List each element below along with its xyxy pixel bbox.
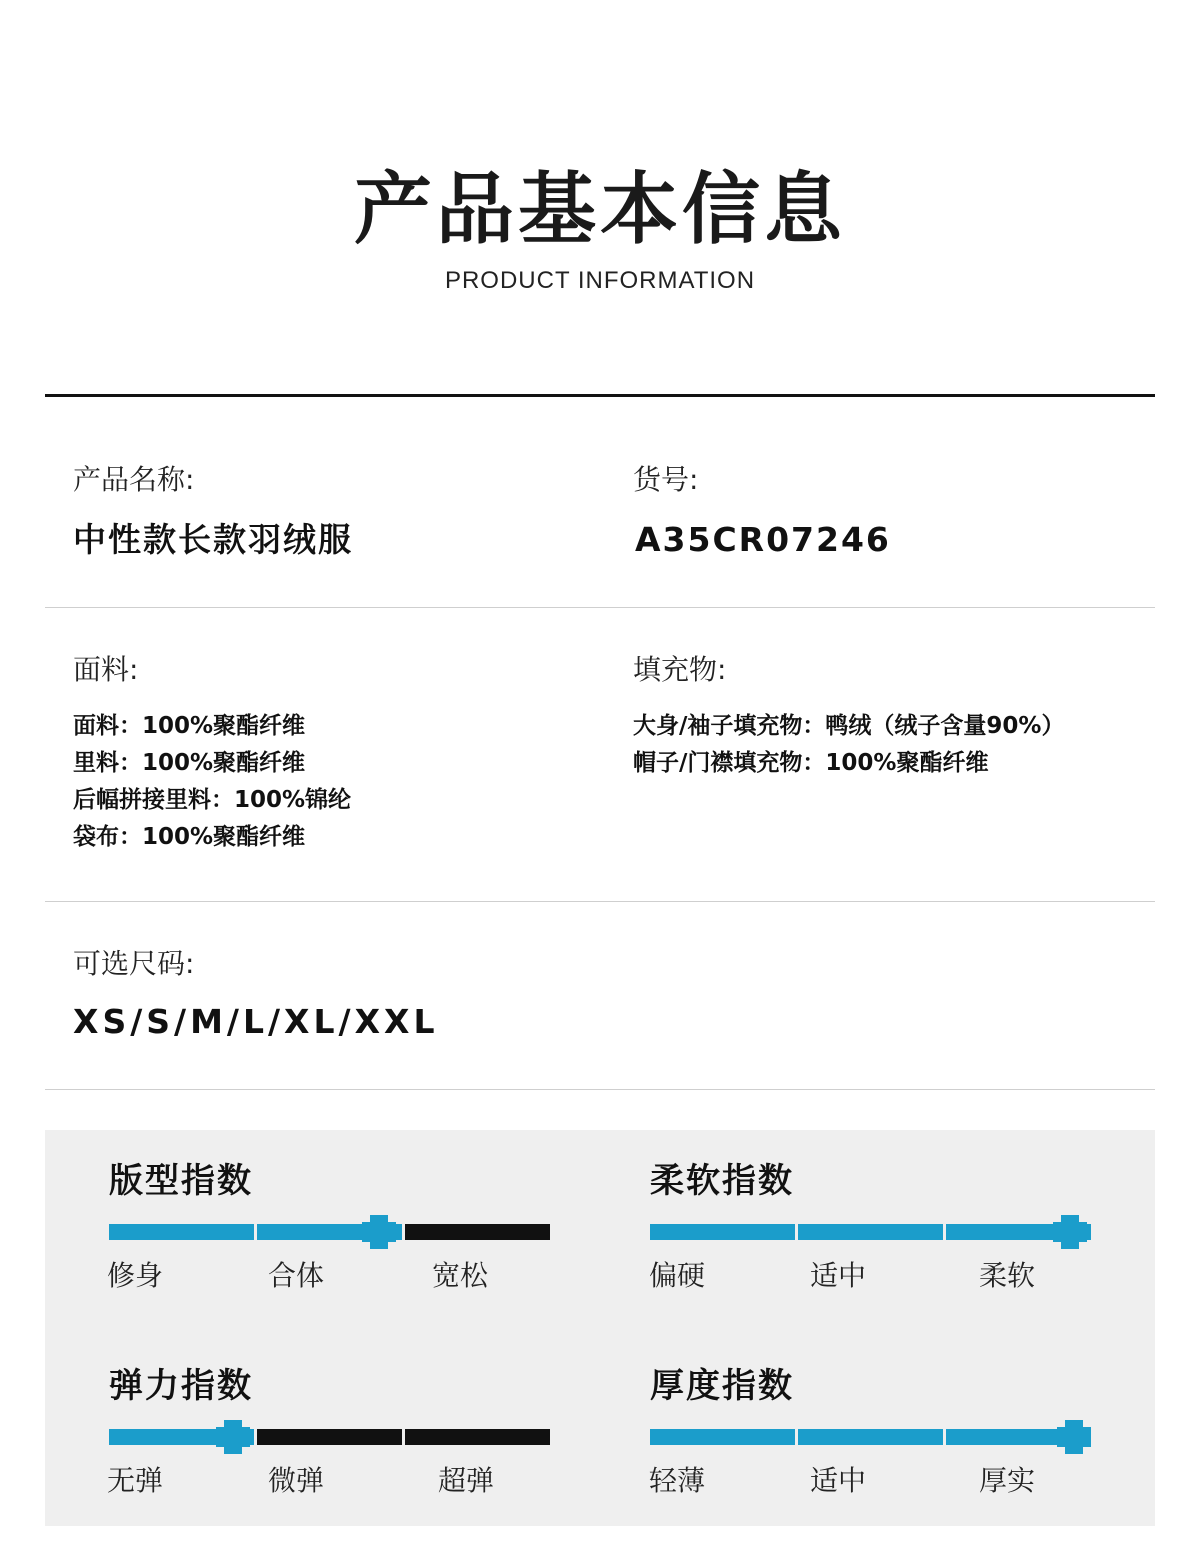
index-bar [109, 1224, 551, 1240]
index-label: 适中 [810, 1464, 867, 1497]
index-label: 偏硬 [649, 1259, 706, 1292]
level-marker [1057, 1427, 1091, 1447]
bar-segment [405, 1429, 550, 1445]
sku-value: A35CR07246 [635, 520, 891, 559]
bar-segment [650, 1224, 795, 1240]
section-divider [45, 1089, 1155, 1090]
bar-segment [109, 1224, 254, 1240]
level-marker [1053, 1222, 1087, 1242]
sku-label: 货号: [633, 463, 699, 496]
index-title: 厚度指数 [650, 1366, 794, 1406]
filling-label: 填充物: [633, 653, 727, 686]
index-label: 宽松 [432, 1259, 489, 1292]
index-label: 轻薄 [649, 1464, 706, 1497]
bar-segment [650, 1429, 795, 1445]
index-label: 柔软 [979, 1259, 1036, 1292]
index-label: 无弹 [107, 1464, 164, 1497]
level-marker [216, 1427, 250, 1447]
sizes-label: 可选尺码: [73, 947, 195, 980]
fabric-list [73, 708, 351, 856]
filling-list [633, 708, 1064, 782]
filling-item: 大身/袖子填充物：鸭绒（绒子含量90%） [633, 713, 1065, 739]
fabric-item: 里料：100%聚酯纤维 [73, 750, 306, 776]
index-title: 弹力指数 [109, 1366, 253, 1406]
index-bar [109, 1429, 551, 1445]
index-bar [650, 1224, 1092, 1240]
fabric-item: 面料：100%聚酯纤维 [73, 713, 306, 739]
index-label: 修身 [107, 1259, 164, 1292]
index-label: 超弹 [438, 1464, 495, 1497]
filling-item: 帽子/门襟填充物：100%聚酯纤维 [633, 750, 989, 776]
bar-segment [405, 1224, 550, 1240]
bar-segment [798, 1429, 943, 1445]
index-bar [650, 1429, 1092, 1445]
index-label: 厚实 [979, 1464, 1036, 1497]
section-divider [45, 607, 1155, 608]
fabric-item: 袋布：100%聚酯纤维 [73, 824, 306, 850]
page-subtitle: PRODUCT INFORMATION [444, 267, 756, 294]
index-label: 适中 [810, 1259, 867, 1292]
level-marker [362, 1222, 396, 1242]
header-divider [45, 394, 1155, 397]
bar-segment [798, 1224, 943, 1240]
index-label: 微弹 [268, 1464, 325, 1497]
bar-segment [257, 1429, 402, 1445]
sizes-value: XS/S/M/L/XL/XXL [73, 1002, 439, 1041]
fabric-item: 后幅拼接里料：100%锦纶 [73, 787, 352, 813]
product-name-label: 产品名称: [73, 463, 195, 496]
index-label: 合体 [268, 1259, 325, 1292]
index-title: 版型指数 [109, 1161, 253, 1201]
index-title: 柔软指数 [650, 1161, 794, 1201]
page-title: 产品基本信息 [353, 165, 846, 255]
fabric-label: 面料: [73, 653, 139, 686]
section-divider [45, 901, 1155, 902]
index-panel [45, 1130, 1155, 1526]
product-name-value: 中性款长款羽绒服 [73, 520, 353, 559]
